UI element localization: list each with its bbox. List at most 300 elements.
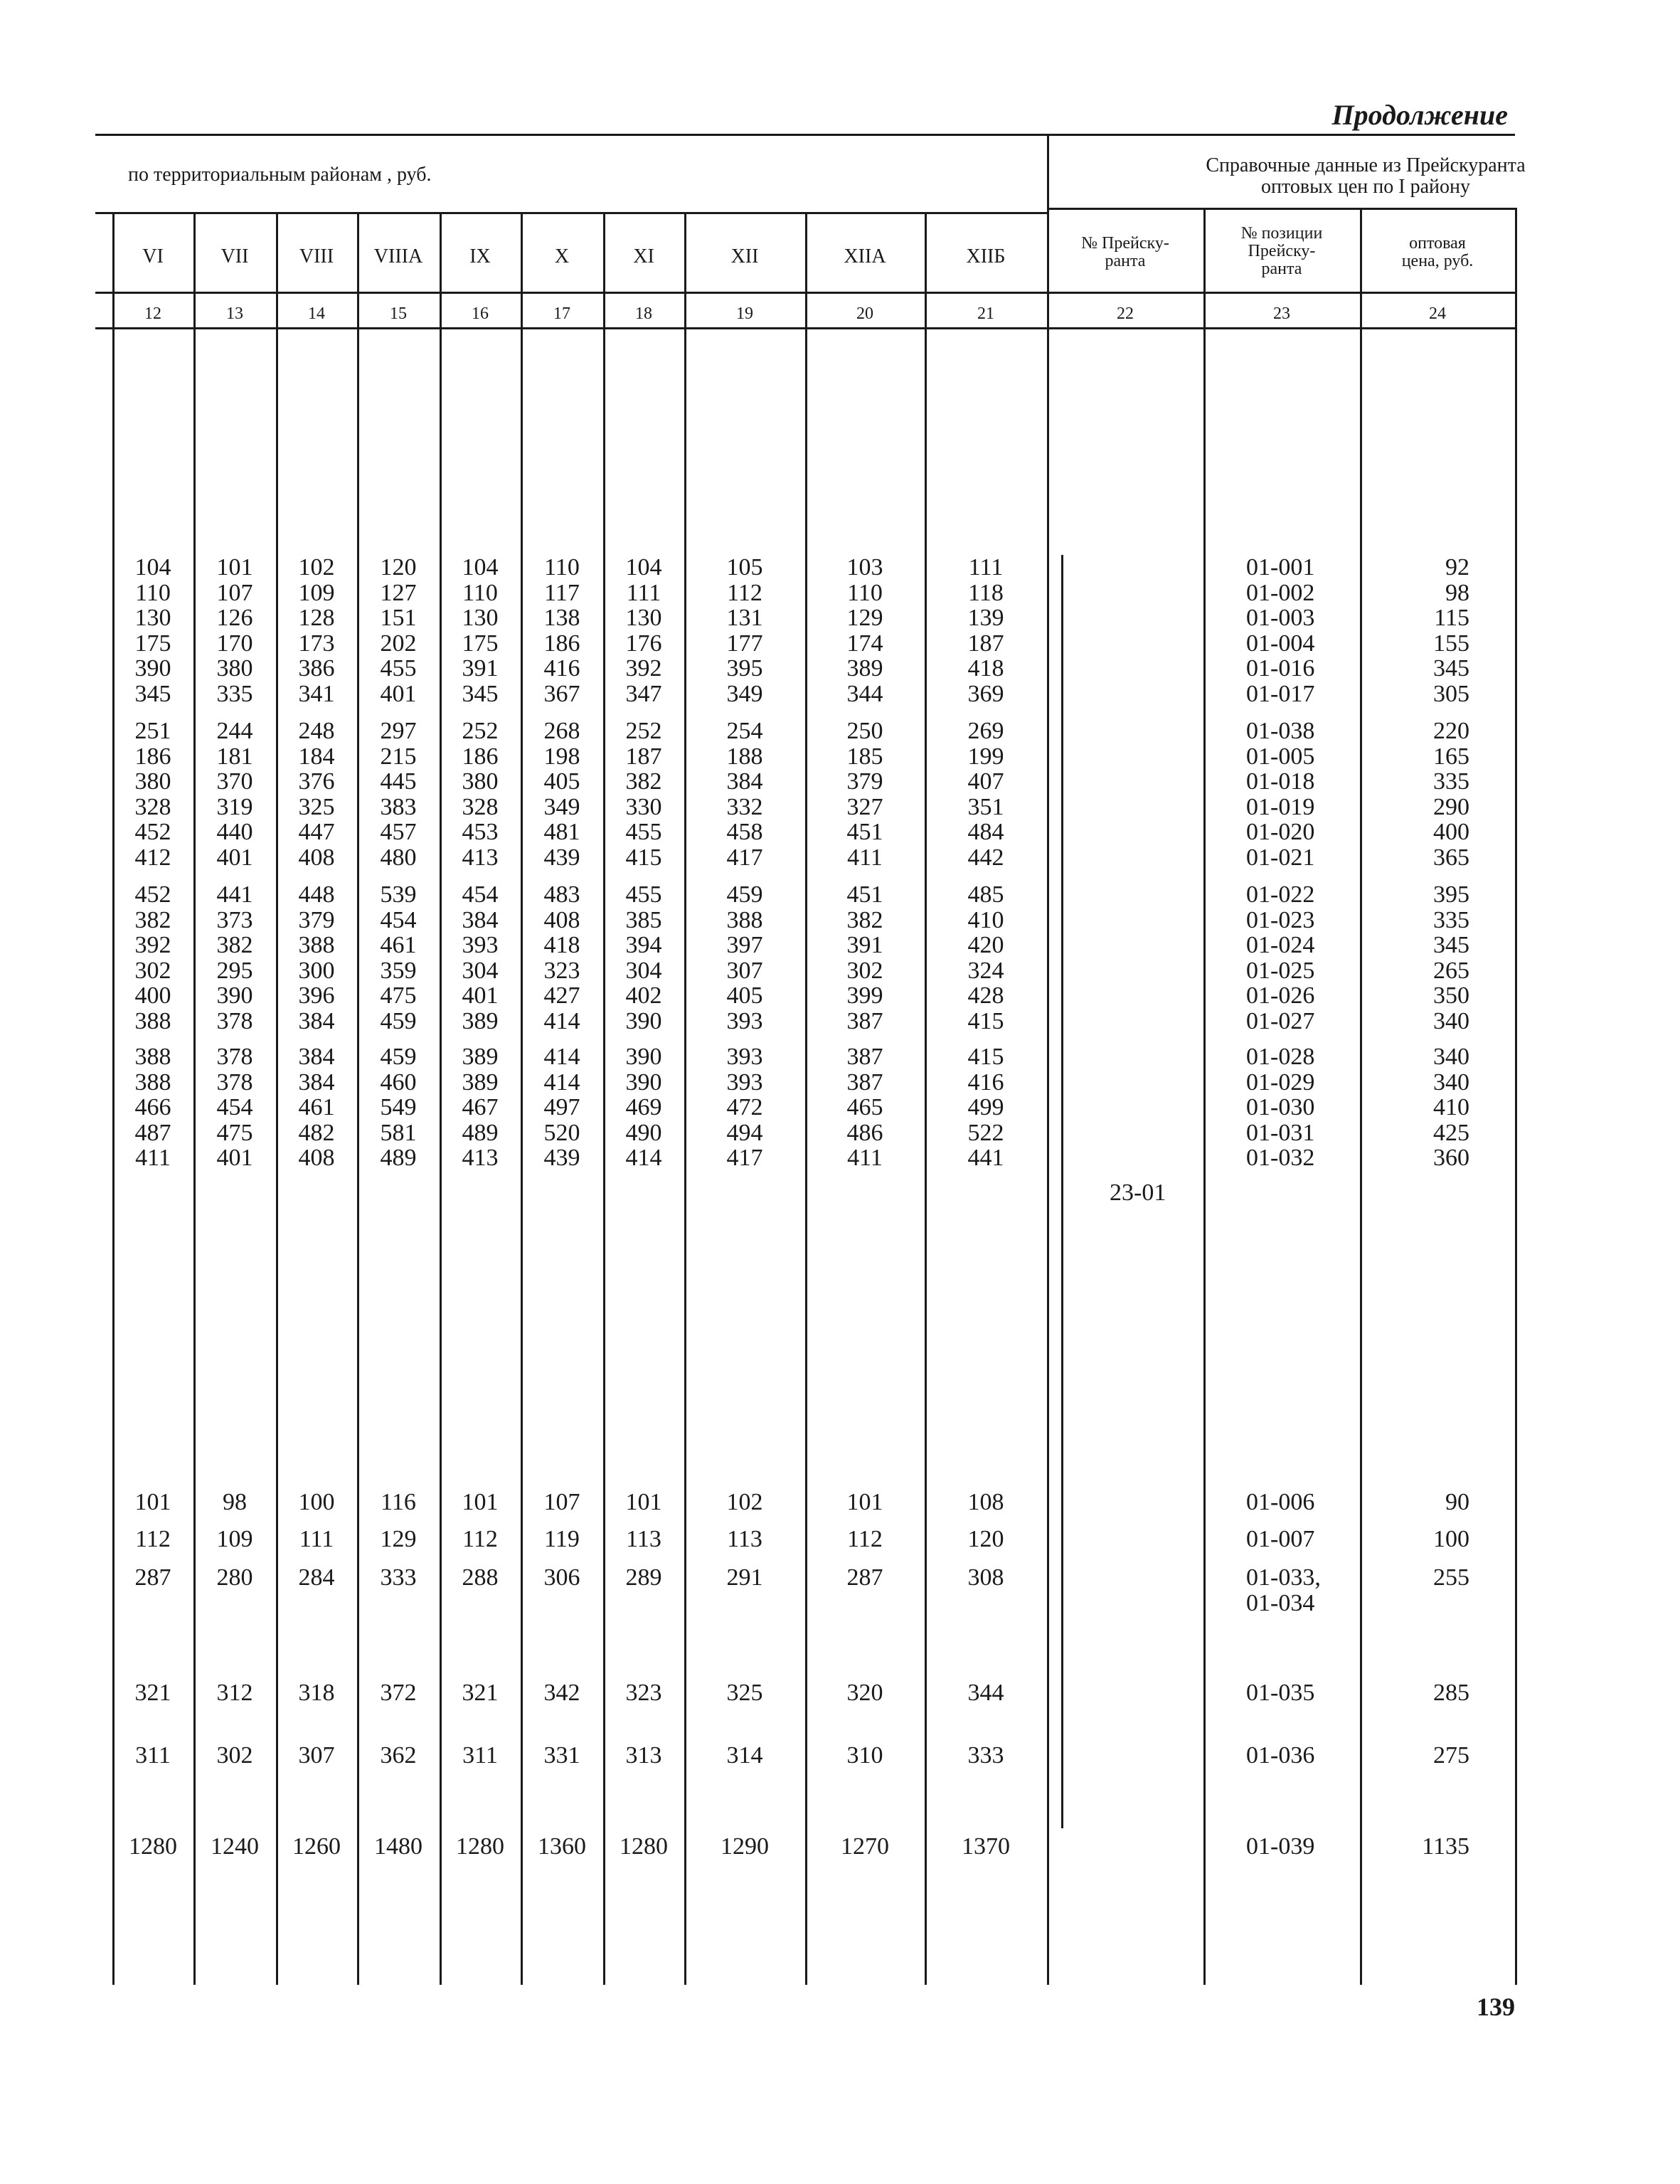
table-cell: 287 bbox=[846, 1564, 883, 1591]
position-cell: 01-021 bbox=[1246, 844, 1315, 871]
column-number: 14 bbox=[308, 304, 325, 323]
table-cell: 410 bbox=[967, 906, 1004, 933]
table-cell: 295 bbox=[216, 957, 253, 984]
position-cell: 01-038 bbox=[1246, 718, 1315, 744]
table-cell: 384 bbox=[298, 1044, 335, 1070]
table-cell: 427 bbox=[543, 982, 580, 1009]
table-cell: 176 bbox=[625, 630, 662, 657]
table-cell: 139 bbox=[967, 605, 1004, 631]
table-cell: 414 bbox=[543, 1069, 580, 1096]
table-cell: 347 bbox=[625, 680, 662, 707]
table-cell: 397 bbox=[726, 932, 763, 958]
table-cell: 187 bbox=[967, 630, 1004, 657]
table-cell: 323 bbox=[625, 1680, 662, 1706]
price-cell: 290 bbox=[1433, 793, 1469, 820]
table-cell: 107 bbox=[216, 579, 253, 606]
table-cell: 351 bbox=[967, 793, 1004, 820]
table-cell: 454 bbox=[216, 1094, 253, 1120]
table-cell: 475 bbox=[216, 1119, 253, 1146]
table-cell: 188 bbox=[726, 743, 763, 770]
table-cell: 467 bbox=[462, 1094, 499, 1120]
table-cell: 344 bbox=[967, 1680, 1004, 1706]
table-cell: 472 bbox=[726, 1094, 763, 1120]
table-cell: 392 bbox=[625, 655, 662, 682]
position-cell: 01-035 bbox=[1246, 1680, 1315, 1706]
table-cell: 308 bbox=[967, 1564, 1004, 1591]
table-cell: 416 bbox=[967, 1069, 1004, 1096]
table-cell: 313 bbox=[625, 1742, 662, 1769]
table-cell: 119 bbox=[544, 1526, 580, 1552]
table-cell: 461 bbox=[380, 932, 417, 958]
table-cell: 387 bbox=[846, 1044, 883, 1070]
table-cell: 393 bbox=[726, 1044, 763, 1070]
table-cell: 288 bbox=[462, 1564, 499, 1591]
table-cell: 451 bbox=[846, 881, 883, 908]
table-cell: 184 bbox=[298, 743, 335, 770]
column-header: VIIIA bbox=[373, 245, 423, 267]
table-cell: 452 bbox=[134, 819, 171, 845]
position-cell: 01-033, bbox=[1246, 1564, 1321, 1591]
table-cell: 306 bbox=[543, 1564, 580, 1591]
table-cell: 186 bbox=[462, 743, 499, 770]
table-cell: 187 bbox=[625, 743, 662, 770]
table-cell: 411 bbox=[847, 1145, 883, 1171]
table-cell: 428 bbox=[967, 982, 1004, 1009]
price-cell: 345 bbox=[1433, 655, 1469, 682]
price-cell: 365 bbox=[1433, 844, 1469, 871]
table-cell: 297 bbox=[380, 718, 417, 744]
table-cell: 484 bbox=[967, 819, 1004, 845]
table-cell: 469 bbox=[625, 1094, 662, 1120]
table-cell: 202 bbox=[380, 630, 417, 657]
table-cell: 325 bbox=[298, 793, 335, 820]
table-cell: 138 bbox=[543, 605, 580, 631]
price-cell: 100 bbox=[1433, 1526, 1469, 1552]
ref-column-number: 23 bbox=[1273, 304, 1290, 323]
table-cell: 389 bbox=[462, 1044, 499, 1070]
price-cell: 98 bbox=[1445, 579, 1469, 606]
table-cell: 452 bbox=[134, 881, 171, 908]
table-cell: 539 bbox=[380, 881, 417, 908]
continuation-label: Продолжение bbox=[1331, 99, 1508, 131]
table-cell: 382 bbox=[134, 906, 171, 933]
table-cell: 393 bbox=[726, 1069, 763, 1096]
table-cell: 441 bbox=[216, 881, 253, 908]
table-cell: 287 bbox=[134, 1564, 171, 1591]
table-cell: 372 bbox=[380, 1680, 417, 1706]
table-cell: 110 bbox=[135, 579, 171, 606]
table-cell: 1270 bbox=[841, 1833, 889, 1860]
price-cell: 340 bbox=[1433, 1007, 1469, 1034]
table-cell: 311 bbox=[135, 1742, 171, 1769]
table-cell: 102 bbox=[726, 1489, 763, 1515]
table-cell: 1280 bbox=[456, 1833, 504, 1860]
price-cell: 90 bbox=[1445, 1489, 1469, 1515]
table-cell: 319 bbox=[216, 793, 253, 820]
price-cell: 395 bbox=[1433, 881, 1469, 908]
table-cell: 391 bbox=[846, 932, 883, 958]
ref-column-divider bbox=[1515, 208, 1517, 1985]
table-cell: 104 bbox=[625, 554, 662, 581]
table-cell: 482 bbox=[298, 1119, 335, 1146]
table-cell: 439 bbox=[543, 1145, 580, 1171]
table-cell: 384 bbox=[462, 906, 499, 933]
header-right-title bbox=[1053, 155, 1679, 198]
column-header: XIIБ bbox=[966, 245, 1006, 267]
table-cell: 420 bbox=[967, 932, 1004, 958]
table-cell: 111 bbox=[626, 579, 661, 606]
table-cell: 407 bbox=[967, 768, 1004, 795]
table-cell: 199 bbox=[967, 743, 1004, 770]
table-cell: 112 bbox=[462, 1526, 498, 1552]
table-cell: 549 bbox=[380, 1094, 417, 1120]
table-cell: 408 bbox=[298, 844, 335, 871]
table-cell: 185 bbox=[846, 743, 883, 770]
table-cell: 455 bbox=[380, 655, 417, 682]
price-cell: 335 bbox=[1433, 768, 1469, 795]
table-cell: 335 bbox=[216, 680, 253, 707]
brace-group bbox=[1061, 555, 1063, 1828]
table-cell: 302 bbox=[846, 957, 883, 984]
table-cell: 300 bbox=[298, 957, 335, 984]
price-cell: 340 bbox=[1433, 1044, 1469, 1070]
table-cell: 129 bbox=[380, 1526, 417, 1552]
table-cell: 104 bbox=[134, 554, 171, 581]
table-cell: 459 bbox=[726, 881, 763, 908]
table-cell: 465 bbox=[846, 1094, 883, 1120]
table-cell: 408 bbox=[298, 1145, 335, 1171]
table-cell: 112 bbox=[727, 579, 762, 606]
table-cell: 448 bbox=[298, 881, 335, 908]
table-cell: 441 bbox=[967, 1145, 1004, 1171]
table-cell: 325 bbox=[726, 1680, 763, 1706]
header-rule-left bbox=[95, 212, 1047, 214]
table-cell: 416 bbox=[543, 655, 580, 682]
table-cell: 388 bbox=[134, 1069, 171, 1096]
table-cell: 323 bbox=[543, 957, 580, 984]
table-cell: 489 bbox=[380, 1145, 417, 1171]
table-cell: 109 bbox=[216, 1526, 253, 1552]
ref-column-header: № позиции Прейску- ранта bbox=[1240, 224, 1323, 278]
table-cell: 388 bbox=[726, 906, 763, 933]
table-cell: 451 bbox=[846, 819, 883, 845]
table-cell: 414 bbox=[543, 1007, 580, 1034]
position-cell: 01-019 bbox=[1246, 793, 1315, 820]
position-cell-2: 01-034 bbox=[1246, 1590, 1315, 1616]
table-cell: 455 bbox=[625, 881, 662, 908]
table-cell: 459 bbox=[380, 1044, 417, 1070]
table-cell: 280 bbox=[216, 1564, 253, 1591]
position-cell: 01-018 bbox=[1246, 768, 1315, 795]
table-cell: 393 bbox=[462, 932, 499, 958]
table-cell: 418 bbox=[543, 932, 580, 958]
table-cell: 332 bbox=[726, 793, 763, 820]
ref-column-number: 22 bbox=[1117, 304, 1134, 323]
table-cell: 349 bbox=[726, 680, 763, 707]
table-cell: 328 bbox=[134, 793, 171, 820]
table-cell: 128 bbox=[298, 605, 335, 631]
table-cell: 399 bbox=[846, 982, 883, 1009]
table-cell: 440 bbox=[216, 819, 253, 845]
position-cell: 01-027 bbox=[1246, 1007, 1315, 1034]
table-cell: 120 bbox=[967, 1526, 1004, 1552]
table-cell: 108 bbox=[967, 1489, 1004, 1515]
ref-column-number: 24 bbox=[1429, 304, 1446, 323]
table-cell: 378 bbox=[216, 1069, 253, 1096]
table-cell: 454 bbox=[380, 906, 417, 933]
table-cell: 324 bbox=[967, 957, 1004, 984]
table-cell: 414 bbox=[625, 1145, 662, 1171]
table-cell: 411 bbox=[135, 1145, 171, 1171]
table-cell: 394 bbox=[625, 932, 662, 958]
table-cell: 101 bbox=[625, 1489, 662, 1515]
table-cell: 389 bbox=[846, 655, 883, 682]
table-cell: 104 bbox=[462, 554, 499, 581]
table-cell: 391 bbox=[462, 655, 499, 682]
table-cell: 175 bbox=[134, 630, 171, 657]
table-cell: 405 bbox=[543, 768, 580, 795]
table-cell: 151 bbox=[380, 605, 417, 631]
position-cell: 01-003 bbox=[1246, 605, 1315, 631]
table-cell: 175 bbox=[462, 630, 499, 657]
table-cell: 101 bbox=[216, 554, 253, 581]
table-cell: 445 bbox=[380, 768, 417, 795]
price-cell: 165 bbox=[1433, 743, 1469, 770]
table-cell: 333 bbox=[967, 1742, 1004, 1769]
table-cell: 367 bbox=[543, 680, 580, 707]
table-cell: 393 bbox=[726, 1007, 763, 1034]
table-cell: 489 bbox=[462, 1119, 499, 1146]
table-cell: 390 bbox=[625, 1069, 662, 1096]
table-cell: 454 bbox=[462, 881, 499, 908]
table-cell: 307 bbox=[726, 957, 763, 984]
table-cell: 248 bbox=[298, 718, 335, 744]
table-cell: 382 bbox=[846, 906, 883, 933]
table-cell: 481 bbox=[543, 819, 580, 845]
header-divider bbox=[1047, 135, 1049, 213]
table-cell: 392 bbox=[134, 932, 171, 958]
table-cell: 480 bbox=[380, 844, 417, 871]
table-cell: 1280 bbox=[620, 1833, 668, 1860]
table-cell: 386 bbox=[298, 655, 335, 682]
table-cell: 1360 bbox=[538, 1833, 586, 1860]
table-cell: 388 bbox=[298, 932, 335, 958]
table-cell: 408 bbox=[543, 906, 580, 933]
column-number: 16 bbox=[472, 304, 489, 323]
table-cell: 388 bbox=[134, 1007, 171, 1034]
position-cell: 01-002 bbox=[1246, 579, 1315, 606]
table-cell: 378 bbox=[216, 1044, 253, 1070]
column-number: 18 bbox=[635, 304, 652, 323]
ref-column-divider bbox=[1360, 208, 1362, 1985]
table-cell: 380 bbox=[216, 655, 253, 682]
table-cell: 415 bbox=[967, 1007, 1004, 1034]
table-cell: 304 bbox=[462, 957, 499, 984]
table-cell: 384 bbox=[726, 768, 763, 795]
price-cell: 345 bbox=[1433, 932, 1469, 958]
table-cell: 387 bbox=[846, 1069, 883, 1096]
table-cell: 177 bbox=[726, 630, 763, 657]
table-cell: 330 bbox=[625, 793, 662, 820]
table-cell: 405 bbox=[726, 982, 763, 1009]
table-cell: 461 bbox=[298, 1094, 335, 1120]
price-cell: 265 bbox=[1433, 957, 1469, 984]
table-cell: 174 bbox=[846, 630, 883, 657]
table-cell: 341 bbox=[298, 680, 335, 707]
position-cell: 01-026 bbox=[1246, 982, 1315, 1009]
table-cell: 417 bbox=[726, 844, 763, 871]
table-cell: 522 bbox=[967, 1119, 1004, 1146]
table-cell: 113 bbox=[626, 1526, 661, 1552]
table-cell: 457 bbox=[380, 819, 417, 845]
header-right-line1: Справочные данные из Прейскуранта bbox=[1206, 154, 1526, 176]
table-cell: 412 bbox=[134, 844, 171, 871]
price-cell: 410 bbox=[1433, 1094, 1469, 1120]
table-cell: 130 bbox=[625, 605, 662, 631]
table-cell: 120 bbox=[380, 554, 417, 581]
table-cell: 382 bbox=[625, 768, 662, 795]
table-cell: 130 bbox=[462, 605, 499, 631]
position-cell: 01-028 bbox=[1246, 1044, 1315, 1070]
table-cell: 186 bbox=[134, 743, 171, 770]
table-cell: 181 bbox=[216, 743, 253, 770]
table-cell: 349 bbox=[543, 793, 580, 820]
table-cell: 302 bbox=[134, 957, 171, 984]
price-cell: 92 bbox=[1445, 554, 1469, 581]
table-cell: 494 bbox=[726, 1119, 763, 1146]
table-cell: 110 bbox=[544, 554, 580, 581]
table-cell: 333 bbox=[380, 1564, 417, 1591]
column-header: VII bbox=[220, 245, 249, 267]
table-cell: 459 bbox=[380, 1007, 417, 1034]
position-cell: 01-001 bbox=[1246, 554, 1315, 581]
position-cell: 01-017 bbox=[1246, 680, 1315, 707]
table-cell: 342 bbox=[543, 1680, 580, 1706]
table-cell: 378 bbox=[216, 1007, 253, 1034]
table-cell: 215 bbox=[380, 743, 417, 770]
position-cell: 01-020 bbox=[1246, 819, 1315, 845]
table-cell: 499 bbox=[967, 1094, 1004, 1120]
table-cell: 483 bbox=[543, 881, 580, 908]
table-cell: 112 bbox=[847, 1526, 883, 1552]
table-cell: 254 bbox=[726, 718, 763, 744]
table-cell: 520 bbox=[543, 1119, 580, 1146]
position-cell: 01-039 bbox=[1246, 1833, 1315, 1860]
table-cell: 112 bbox=[135, 1526, 171, 1552]
table-cell: 110 bbox=[847, 579, 883, 606]
table-cell: 311 bbox=[462, 1742, 498, 1769]
table-cell: 126 bbox=[216, 605, 253, 631]
table-cell: 380 bbox=[462, 768, 499, 795]
top-rule bbox=[95, 134, 1515, 136]
position-cell: 01-004 bbox=[1246, 630, 1315, 657]
table-cell: 131 bbox=[726, 605, 763, 631]
price-cell: 115 bbox=[1434, 605, 1469, 631]
table-cell: 487 bbox=[134, 1119, 171, 1146]
table-cell: 380 bbox=[134, 768, 171, 795]
column-number: 17 bbox=[553, 304, 570, 323]
table-cell: 173 bbox=[298, 630, 335, 657]
table-cell: 384 bbox=[298, 1007, 335, 1034]
column-header: XII bbox=[730, 245, 759, 267]
position-cell: 01-031 bbox=[1246, 1119, 1315, 1146]
pricelist-number: 23-01 bbox=[1110, 1180, 1166, 1206]
table-cell: 110 bbox=[462, 579, 498, 606]
table-cell: 130 bbox=[134, 605, 171, 631]
table-cell: 376 bbox=[298, 768, 335, 795]
table-cell: 485 bbox=[967, 881, 1004, 908]
table-cell: 105 bbox=[726, 554, 763, 581]
table-cell: 170 bbox=[216, 630, 253, 657]
column-divider bbox=[1047, 212, 1049, 1985]
table-cell: 198 bbox=[543, 743, 580, 770]
table-cell: 344 bbox=[846, 680, 883, 707]
table-cell: 387 bbox=[846, 1007, 883, 1034]
position-cell: 01-024 bbox=[1246, 932, 1315, 958]
table-cell: 101 bbox=[134, 1489, 171, 1515]
column-header: X bbox=[554, 245, 570, 267]
table-cell: 127 bbox=[380, 579, 417, 606]
table-cell: 328 bbox=[462, 793, 499, 820]
table-cell: 268 bbox=[543, 718, 580, 744]
table-cell: 331 bbox=[543, 1742, 580, 1769]
header-rule-right bbox=[1047, 208, 1515, 210]
page-number: 139 bbox=[1477, 1993, 1515, 2021]
table-cell: 113 bbox=[727, 1526, 762, 1552]
table-cell: 307 bbox=[298, 1742, 335, 1769]
table-cell: 401 bbox=[462, 982, 499, 1009]
table-cell: 390 bbox=[625, 1007, 662, 1034]
table-cell: 186 bbox=[543, 630, 580, 657]
table-cell: 107 bbox=[543, 1489, 580, 1515]
table-cell: 252 bbox=[462, 718, 499, 744]
position-cell: 01-025 bbox=[1246, 957, 1315, 984]
column-number: 21 bbox=[977, 304, 994, 323]
table-cell: 321 bbox=[134, 1680, 171, 1706]
table-cell: 466 bbox=[134, 1094, 171, 1120]
table-cell: 411 bbox=[847, 844, 883, 871]
price-cell: 425 bbox=[1433, 1119, 1469, 1146]
price-cell: 360 bbox=[1433, 1145, 1469, 1171]
table-cell: 362 bbox=[380, 1742, 417, 1769]
table-cell: 252 bbox=[625, 718, 662, 744]
table-cell: 370 bbox=[216, 768, 253, 795]
column-number: 20 bbox=[856, 304, 873, 323]
price-cell: 255 bbox=[1433, 1564, 1469, 1591]
table-cell: 1290 bbox=[721, 1833, 769, 1860]
table-cell: 291 bbox=[726, 1564, 763, 1591]
table-cell: 304 bbox=[625, 957, 662, 984]
table-cell: 321 bbox=[462, 1680, 499, 1706]
table-cell: 244 bbox=[216, 718, 253, 744]
ref-column-header: № Прейску- ранта bbox=[1081, 234, 1169, 270]
table-cell: 345 bbox=[462, 680, 499, 707]
table-cell: 129 bbox=[846, 605, 883, 631]
price-cell: 400 bbox=[1433, 819, 1469, 845]
ref-column-header: оптовая цена, руб. bbox=[1401, 234, 1474, 270]
table-cell: 111 bbox=[299, 1526, 334, 1552]
table-cell: 359 bbox=[380, 957, 417, 984]
table-cell: 318 bbox=[298, 1680, 335, 1706]
position-cell: 01-036 bbox=[1246, 1742, 1315, 1769]
table-cell: 400 bbox=[134, 982, 171, 1009]
position-cell: 01-007 bbox=[1246, 1526, 1315, 1552]
table-cell: 396 bbox=[298, 982, 335, 1009]
table-cell: 497 bbox=[543, 1094, 580, 1120]
header-right-line2: оптовых цен по I району bbox=[1261, 176, 1470, 198]
table-cell: 475 bbox=[380, 982, 417, 1009]
table-cell: 103 bbox=[846, 554, 883, 581]
